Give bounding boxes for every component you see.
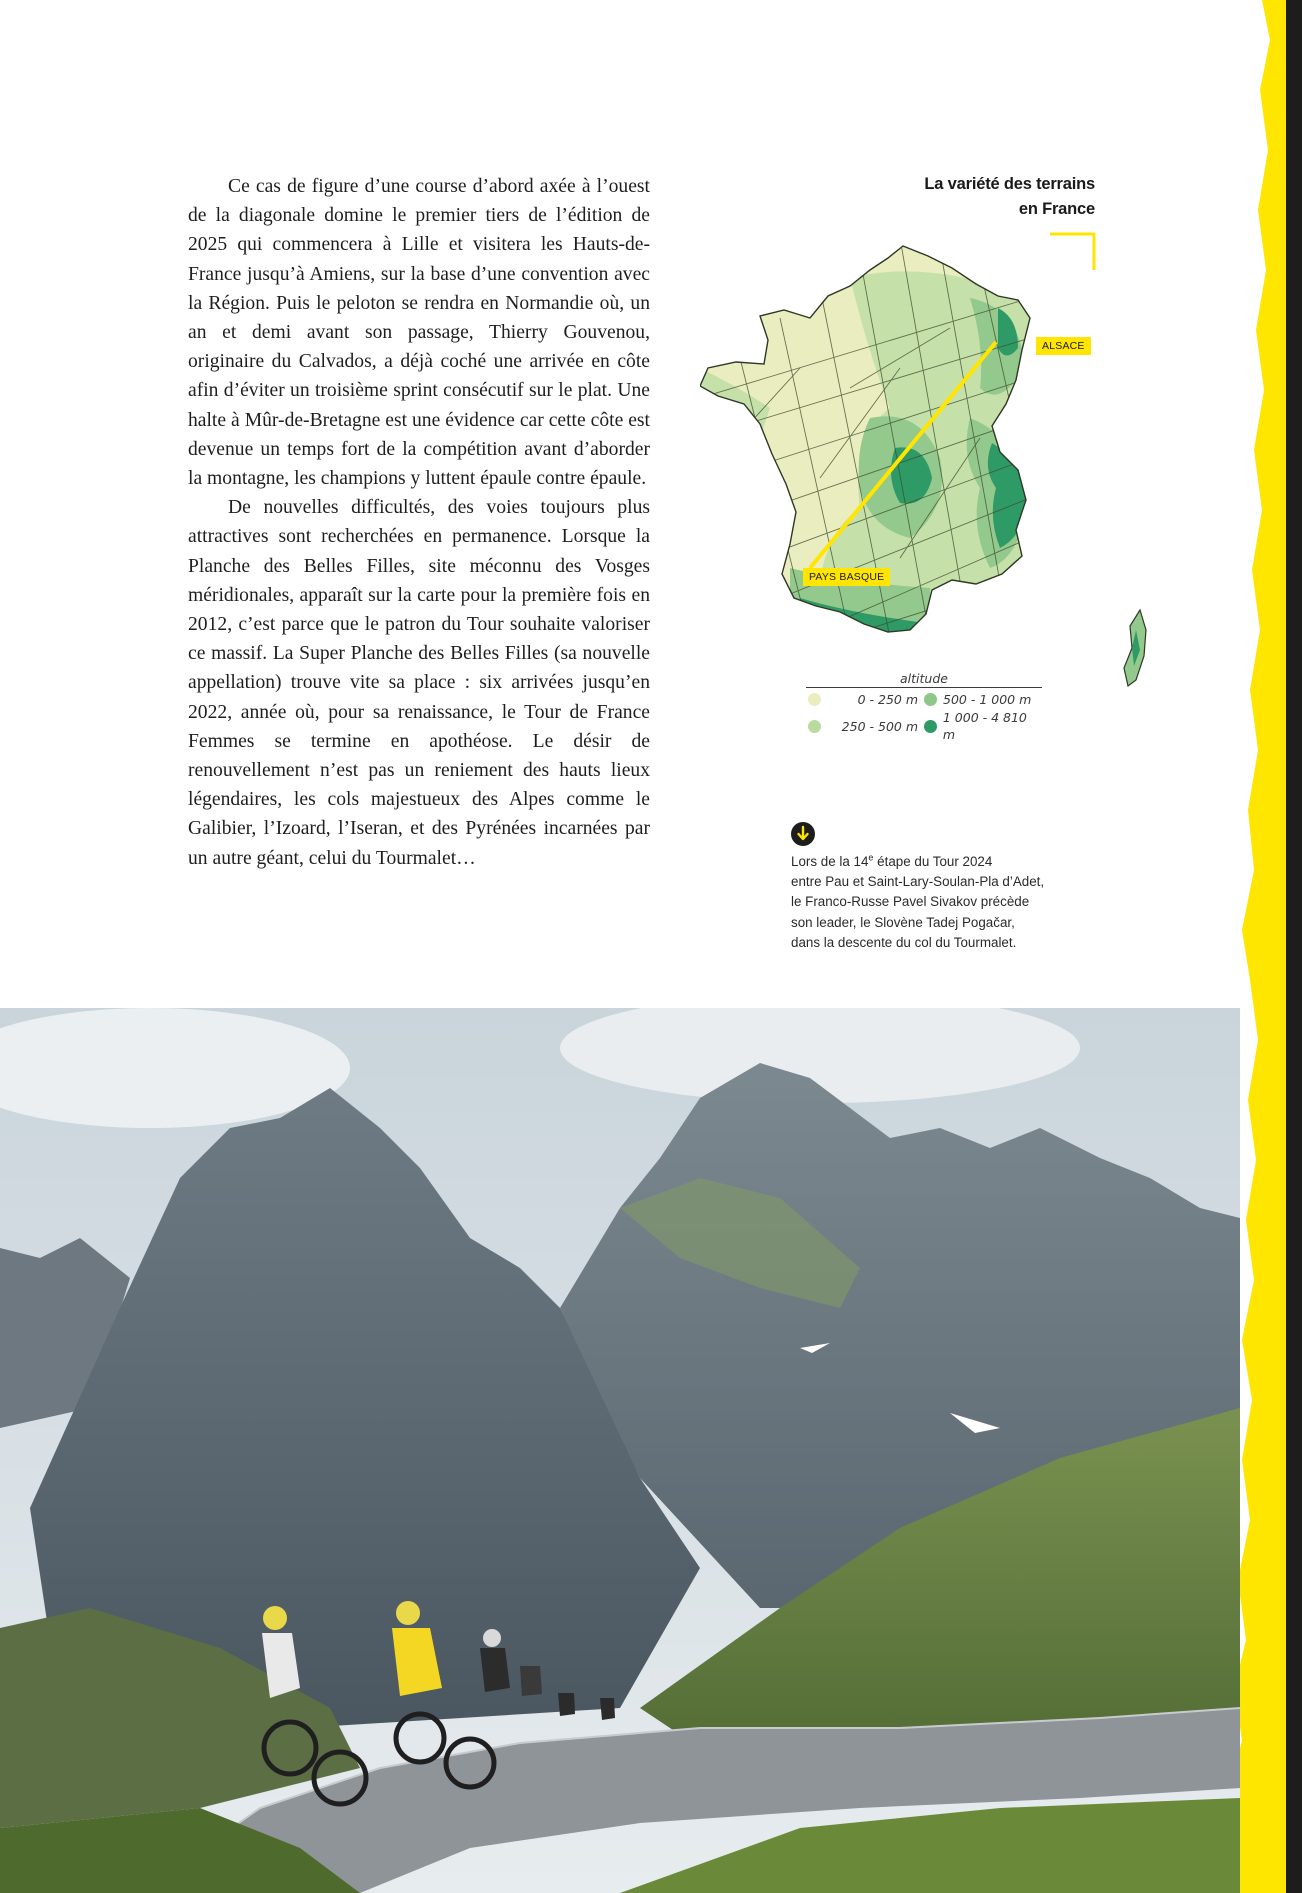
caption-line-1: Lors de la 14e étape du Tour 2024 bbox=[791, 852, 993, 869]
france-altitude-map bbox=[700, 238, 1150, 693]
caption-line-4: son leader, le Slovène Tadej Pogačar, bbox=[791, 914, 1015, 930]
article-paragraph-2: De nouvelles difficultés, des voies toujours plus attractives sont recherchées en permanence. Lorsque la Planche des Belles Filles, site méconnu des Vosges méridionales, apparaît sur la carte pour la première fois en 2012, c’est parce que le patron du Tour souhaite valoriser ce massif. La Super Planche des Belles Filles (sa nouvelle appellation) trouve vite sa place : six arrivées jusqu’en 2022, année où, pour sa renaissance, le Tour de France Femmes se termine en apothéose. Le désir de renouvellement n’est pas un reniement des hauts lieux légendaires, les cols majestueux des Alpes comme le Galibier, l’Izoard, l’Iseran, et des Pyrénées incarnées par un autre géant, celui du Tourmalet… bbox=[188, 497, 650, 869]
legend-swatch bbox=[808, 693, 821, 706]
map-legend bbox=[806, 671, 1042, 743]
legend-swatch bbox=[808, 720, 821, 733]
caption-line-5: dans la descente du col du Tourmalet. bbox=[791, 934, 1017, 950]
cyclists-mountain-photo bbox=[0, 1008, 1240, 1893]
map-label-alsace: ALSACE bbox=[1036, 337, 1091, 355]
legend-item-1000-4810: 1 000 - 4 810 m bbox=[924, 709, 1042, 743]
legend-title: altitude bbox=[806, 671, 1042, 688]
legend-swatch bbox=[924, 720, 937, 733]
map-title-line-2: en France bbox=[1018, 200, 1095, 218]
legend-item-0-250: 0 - 250 m bbox=[806, 691, 924, 708]
legend-swatch bbox=[924, 693, 937, 706]
caption-line-2: entre Pau et Saint-Lary-Soulan-Pla d’Adet, bbox=[791, 874, 1045, 890]
legend-item-250-500: 250 - 500 m bbox=[806, 709, 924, 743]
caption-line-3: le Franco-Russe Pavel Sivakov précède bbox=[791, 894, 1030, 910]
map-title bbox=[855, 172, 1095, 222]
legend-item-500-1000: 500 - 1 000 m bbox=[924, 691, 1042, 708]
arrow-down-icon bbox=[791, 822, 815, 846]
map-title-line-1: La variété des terrains bbox=[924, 175, 1095, 193]
article-paragraph-1: Ce cas de figure d’une course d’abord axée à l’ouest de la diagonale domine le premier tiers de l’édition de 2025 qui commencera à Lille et visitera les Hauts-de-France jusqu’à Amiens, sur la base d’une convention avec la Région. Puis le peloton se rendra en Normandie où, un an et demi avant son passage, Thierry Gouvenou, originaire du Calvados, a déjà coché une arrivée en côte afin d’éviter un troisième sprint consécutif sur le plat. Une halte à Mûr-de-Bretagne est une évidence car cette côte est devenue un temps fort de la compétition avant d’aborder la montagne, les champions y luttent épaule contre épaule. bbox=[188, 176, 650, 490]
article-body bbox=[188, 172, 650, 873]
map-label-pays-basque: PAYS BASQUE bbox=[803, 568, 890, 586]
photo-caption bbox=[791, 852, 1091, 953]
